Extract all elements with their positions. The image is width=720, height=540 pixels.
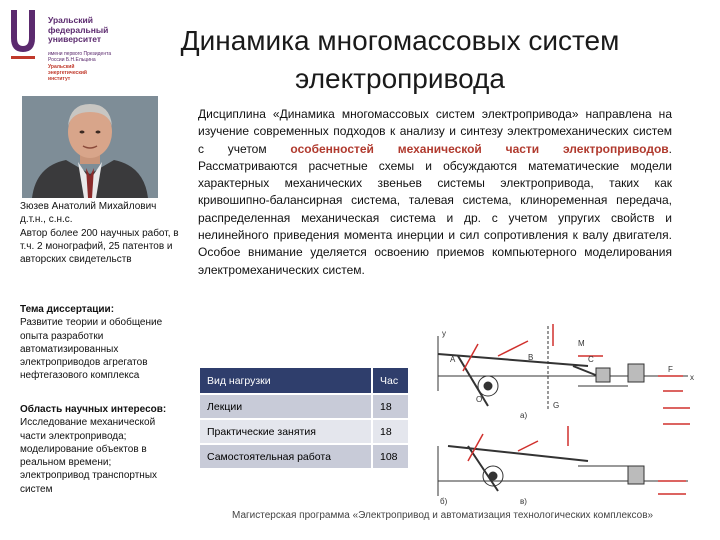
table-cell: Самостоятельная работа — [200, 444, 372, 469]
portrait-image — [22, 96, 158, 198]
interests-block — [20, 403, 182, 496]
table-cell: 18 — [372, 419, 408, 444]
thesis-block — [20, 303, 182, 383]
table-cell: Лекции — [200, 394, 372, 419]
table-cell: Практические занятия — [200, 419, 372, 444]
author-degree: д.т.н., с.н.с. — [20, 214, 73, 226]
description-highlight: особенностей механической части электроприводов — [290, 141, 669, 156]
course-description — [198, 106, 672, 279]
diagram-label: C — [588, 355, 594, 364]
diagram-label: G — [553, 401, 560, 410]
interests-label: Область научных интересов: — [20, 404, 167, 415]
diagram-label: в) — [520, 497, 527, 506]
mechanism-diagram — [428, 316, 714, 506]
diagram-label: x — [690, 373, 694, 382]
diagram-label: б) — [440, 497, 448, 506]
table-row — [200, 394, 408, 419]
diagram-label: M — [578, 339, 585, 348]
diagram-structure — [438, 326, 688, 496]
university-logo — [8, 8, 128, 82]
diagram-label: a) — [520, 411, 528, 420]
logo-name: Уральский федеральный университет — [48, 15, 109, 44]
diagram-labels — [440, 329, 694, 506]
title-line-1: Динамика многомассовых систем — [180, 25, 620, 56]
ural-university-emblem-icon — [8, 8, 38, 64]
author-name: Зюзев Анатолий Михайлович — [20, 201, 157, 212]
table-cell: 108 — [372, 444, 408, 469]
force-vectors — [463, 324, 690, 494]
diagram-label: B — [528, 353, 534, 362]
author-photo — [22, 96, 158, 198]
table-row — [200, 444, 408, 469]
diagram-label: y — [442, 329, 446, 338]
author-info — [20, 200, 182, 266]
diagram-label: F — [668, 365, 673, 374]
diagram-label: O — [476, 395, 483, 404]
interests-text: Исследование механической части электропривода; моделирование объектов в реальном времени; электропривод транспортных систем — [20, 417, 158, 495]
table-header-cell: Вид нагрузки — [200, 368, 372, 394]
table-header-cell: Час — [372, 368, 408, 394]
author-works: Автор более 200 научных работ, в т.ч. 2 монографий, 25 патентов и авторских свидетельств — [20, 227, 179, 266]
description-part-2: . Рассматриваются расчетные схемы и обсуждаются математические модели характерных механических звеньев системы электропривода, таких как кривошипно-балансирная система, талевая система, клиноременная передача, распределенная механическая система и др. с учетом упругих свойств и нелинейного приведения момента инерции и сил сопротивления к валу двигателя. Особое внимание уделяется освоению приемов компьютерного моделирования электромеханических систем. — [198, 141, 672, 277]
table-header-row — [200, 368, 408, 394]
table-row — [200, 419, 408, 444]
page-title — [150, 22, 650, 98]
title-line-2: электропривода — [295, 63, 505, 94]
thesis-label: Тема диссертации: — [20, 304, 115, 315]
logo-subtitle: имени первого Президента России Б.Н.Ельцина — [48, 51, 112, 63]
description-part-1: Дисциплина «Динамика многомассовых систем электропривода» направлена на изучение современных подходов к анализу и синтезу электромеханических систем с учетом — [198, 107, 672, 156]
thesis-text: Развитие теории и обобщение опыта разработки автоматизированных электроприводов агрегатов нефтегазового комплекса — [20, 317, 163, 382]
logo-institute: Уральский энергетический институт — [48, 64, 87, 82]
program-footer: Магистерская программа «Электропривод и автоматизация технологических комплексов» — [232, 510, 654, 521]
table-cell: 18 — [372, 394, 408, 419]
workload-table — [200, 368, 408, 470]
diagram-label: A — [450, 355, 456, 364]
